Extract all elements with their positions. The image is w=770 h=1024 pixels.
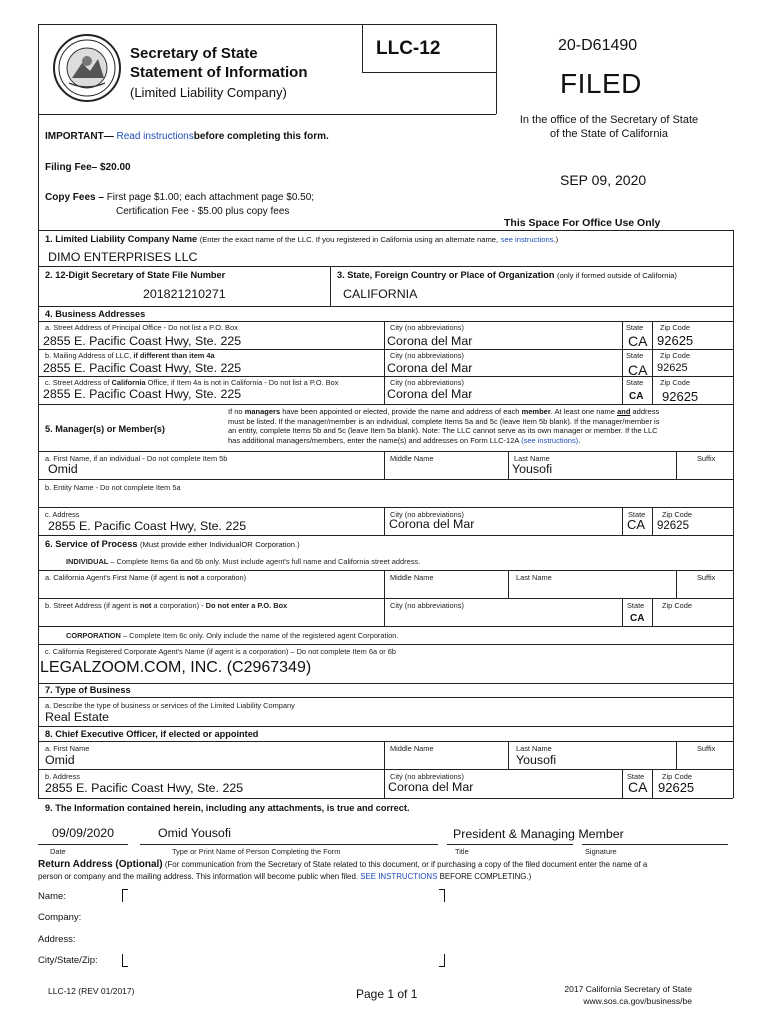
bracket-top-left	[122, 889, 128, 902]
ceo-city-field[interactable]: Corona del Mar	[388, 780, 474, 794]
ceo-first-name-label: a. First Name	[45, 744, 90, 753]
last-name-label: Last Name	[516, 744, 552, 753]
middle-name-label: Middle Name	[390, 454, 434, 463]
org-subtitle: Statement of Information	[130, 64, 308, 81]
city-label: City (no abbreviations)	[390, 378, 464, 387]
section-8-title: 8. Chief Executive Officer, if elected or appointed	[45, 729, 259, 739]
form-code: LLC-12	[376, 38, 441, 59]
city-label: City (no abbreviations)	[390, 351, 464, 360]
state-label: State	[626, 351, 644, 360]
corporate-agent-label: c. California Registered Corporate Agent's Name (if agent is a corporation) – Do not complete Item 6a or 6b	[45, 647, 397, 656]
llc-12a-instructions-link[interactable]: (see instructions)	[521, 435, 579, 445]
mailing-city-field[interactable]: Corona del Mar	[387, 361, 473, 375]
important-note: IMPORTANT— Read instructionsbefore completing this form.	[45, 131, 329, 142]
state-seal-icon	[52, 33, 122, 103]
place-of-organization-field[interactable]: CALIFORNIA	[343, 287, 418, 301]
section-1-instructions-link[interactable]: see instructions	[500, 235, 554, 244]
state-label: State	[627, 772, 645, 781]
zip-label: Zip Code	[660, 351, 690, 360]
section-3-title: 3. State, Foreign Country or Place of Organization (only if formed outside of California)	[337, 270, 677, 280]
ceo-address-label: b. Address	[45, 772, 80, 781]
return-address-instructions: Return Address (Optional) (For communication from the Secretary of State related to this document, or if purchasing a copy of the filed document enter the name of a person or company and the mailing address. This information will become public when filed. SEE INSTRUCTIONS BEFORE COMPLETING.)	[38, 859, 648, 881]
mailing-state-field[interactable]: CA	[628, 362, 648, 378]
corporate-agent-field[interactable]: LEGALZOOM.COM, INC. (C2967349)	[40, 659, 312, 676]
section-6-title: 6. Service of Process (Must provide either IndividualOR Corporation.)	[45, 539, 300, 549]
city-label: City (no abbreviations)	[390, 772, 464, 781]
return-address-box[interactable]	[122, 889, 444, 969]
state-label: State	[626, 323, 644, 332]
section-7-title: 7. Type of Business	[45, 685, 131, 695]
last-name-label: Last Name	[514, 454, 550, 463]
state-label: State	[626, 378, 644, 387]
business-type-label: a. Describe the type of business or services of the Limited Liability Company	[45, 701, 295, 710]
principal-city-field[interactable]: Corona del Mar	[387, 334, 473, 348]
california-office-label: c. Street Address of California Office, if Item 4a is not in California - Do not list a P.O. Box	[45, 378, 339, 387]
suffix-label: Suffix	[697, 573, 716, 582]
llc-name-field[interactable]: DIMO ENTERPRISES LLC	[48, 250, 198, 264]
individual-instructions: INDIVIDUAL – Complete Items 6a and 6b only. Must include agent's full name and California street address.	[66, 557, 421, 566]
office-line1: In the office of the Secretary of State	[519, 114, 699, 126]
suffix-label: Suffix	[697, 744, 716, 753]
manager-address-label: c. Address	[45, 510, 80, 519]
manager-street-field[interactable]: 2855 E. Pacific Coast Hwy, Ste. 225	[48, 519, 247, 533]
section-4-title: 4. Business Addresses	[45, 309, 146, 319]
zip-label: Zip Code	[662, 601, 692, 610]
ceo-last-name-field[interactable]: Yousofi	[516, 753, 557, 767]
middle-name-label: Middle Name	[390, 744, 434, 753]
print-name-label: Type or Print Name of Person Completing the Form	[172, 847, 341, 856]
org-type: (Limited Liability Company)	[130, 85, 287, 100]
website-link[interactable]: www.sos.ca.gov/business/be	[583, 996, 692, 1006]
return-company-label: Company:	[38, 912, 82, 923]
signer-title-field[interactable]: President & Managing Member	[453, 827, 624, 841]
section-9-title: 9. The Information contained herein, including any attachments, is true and correct.	[45, 803, 410, 813]
city-label: City (no abbreviations)	[390, 510, 464, 519]
filing-fee: Filing Fee– $20.00	[45, 162, 131, 173]
signer-name-field[interactable]: Omid Yousofi	[158, 826, 232, 840]
corporation-instructions: CORPORATION – Complete Item 6c only. Only include the name of the registered agent Corporation.	[66, 631, 399, 640]
principal-state-field[interactable]: CA	[628, 333, 648, 349]
filed-stamp: FILED	[560, 68, 642, 99]
agent-first-name-label: a. California Agent's First Name (if agent is not a corporation)	[45, 573, 247, 582]
filed-date: SEP 09, 2020	[560, 172, 647, 188]
california-zip-field[interactable]: 92625	[662, 389, 699, 404]
org-title: Secretary of State	[130, 45, 258, 62]
bracket-top-right	[439, 889, 445, 902]
state-label: State	[627, 601, 645, 610]
zip-label: Zip Code	[662, 772, 692, 781]
form-revision: LLC-12 (REV 01/2017)	[48, 986, 135, 996]
section-5-instructions: If no managers have been appointed or elected, provide the name and address of each member. At least one name and address must be listed. If the manager/member is an individual, complete Items 5a and 5c (leave Item 5b blank). If the manager/member is an entity, complete Items 5b and 5c (leave Item 5a blank). Note: The LLC cannot serve as its own manager or member. If the LLC has additional managers/members, enter the name(s) and addresses on Form LLC-12A (see instructions).	[228, 407, 660, 445]
copy-fees: Copy Fees – First page $1.00; each attachment page $0.50;	[45, 192, 315, 203]
ceo-state-field[interactable]: CA	[628, 779, 648, 795]
file-number-field[interactable]: 201821210271	[143, 287, 226, 301]
california-city-field[interactable]: Corona del Mar	[387, 387, 473, 401]
read-instructions-link[interactable]: Read instructions	[116, 131, 194, 142]
date-label: Date	[50, 847, 66, 856]
page-number: Page 1 of 1	[356, 987, 418, 1001]
principal-office-label: a. Street Address of Principal Office - Do not list a P.O. Box	[45, 323, 238, 332]
business-type-field[interactable]: Real Estate	[45, 710, 110, 724]
file-number: 20-D61490	[558, 37, 638, 54]
office-use-note: This Space For Office Use Only	[504, 217, 661, 229]
return-city-state-zip-label: City/State/Zip:	[38, 955, 98, 966]
agent-street-label: b. Street Address (if agent is not a corporation) - Do not enter a P.O. Box	[45, 601, 288, 610]
mailing-street-field[interactable]: 2855 E. Pacific Coast Hwy, Ste. 225	[43, 361, 242, 375]
manager-first-name-field[interactable]: Omid	[48, 462, 78, 476]
bracket-bottom-left	[122, 954, 128, 967]
city-label: City (no abbreviations)	[390, 601, 464, 610]
title-label: Title	[455, 847, 469, 856]
signature-label: Signature	[585, 847, 617, 856]
suffix-label: Suffix	[697, 454, 716, 463]
copyright: 2017 California Secretary of State	[564, 984, 692, 994]
mailing-address-label: b. Mailing Address of LLC, if different than item 4a	[45, 351, 215, 360]
signature-date-field[interactable]: 09/09/2020	[52, 826, 115, 840]
ceo-zip-field[interactable]: 92625	[658, 780, 695, 795]
certification-fee: Certification Fee - $5.00 plus copy fees	[116, 206, 290, 217]
city-label: City (no abbreviations)	[390, 323, 464, 332]
entity-name-label: b. Entity Name - Do not complete Item 5a	[45, 483, 181, 492]
principal-zip-field[interactable]: 92625	[657, 333, 694, 348]
manager-last-name-field[interactable]: Yousofi	[512, 462, 553, 476]
return-name-label: Name:	[38, 891, 66, 902]
middle-name-label: Middle Name	[390, 573, 434, 582]
ceo-street-field[interactable]: 2855 E. Pacific Coast Hwy, Ste. 225	[45, 781, 244, 795]
manager-state-field[interactable]: CA	[627, 517, 646, 532]
section-1-title: 1. Limited Liability Company Name (Enter the exact name of the LLC. If you registered in California using an alternate name, see instructions.)	[45, 234, 559, 244]
mailing-zip-field[interactable]: 92625	[657, 362, 688, 374]
section-5-title: 5. Manager(s) or Member(s)	[45, 424, 165, 434]
manager-first-name-label: a. First Name, if an individual - Do not complete Item 5b	[45, 454, 228, 463]
manager-city-field[interactable]: Corona del Mar	[389, 517, 475, 531]
zip-label: Zip Code	[660, 323, 690, 332]
return-address-label: Address:	[38, 934, 76, 945]
ceo-first-name-field[interactable]: Omid	[45, 753, 75, 767]
zip-label: Zip Code	[662, 510, 692, 519]
state-label: State	[628, 510, 646, 519]
zip-label: Zip Code	[660, 378, 690, 387]
last-name-label: Last Name	[516, 573, 552, 582]
california-street-field[interactable]: 2855 E. Pacific Coast Hwy, Ste. 225	[43, 387, 242, 401]
agent-state-field[interactable]: CA	[630, 613, 645, 624]
office-line2: of the State of California	[549, 128, 668, 140]
see-instructions-link[interactable]: SEE INSTRUCTIONS	[360, 872, 438, 881]
manager-zip-field[interactable]: 92625	[657, 520, 689, 532]
california-state-field[interactable]: CA	[629, 391, 644, 402]
principal-street-field[interactable]: 2855 E. Pacific Coast Hwy, Ste. 225	[43, 334, 242, 348]
bracket-bottom-right	[439, 954, 445, 967]
section-2-title: 2. 12-Digit Secretary of State File Number	[45, 270, 226, 280]
